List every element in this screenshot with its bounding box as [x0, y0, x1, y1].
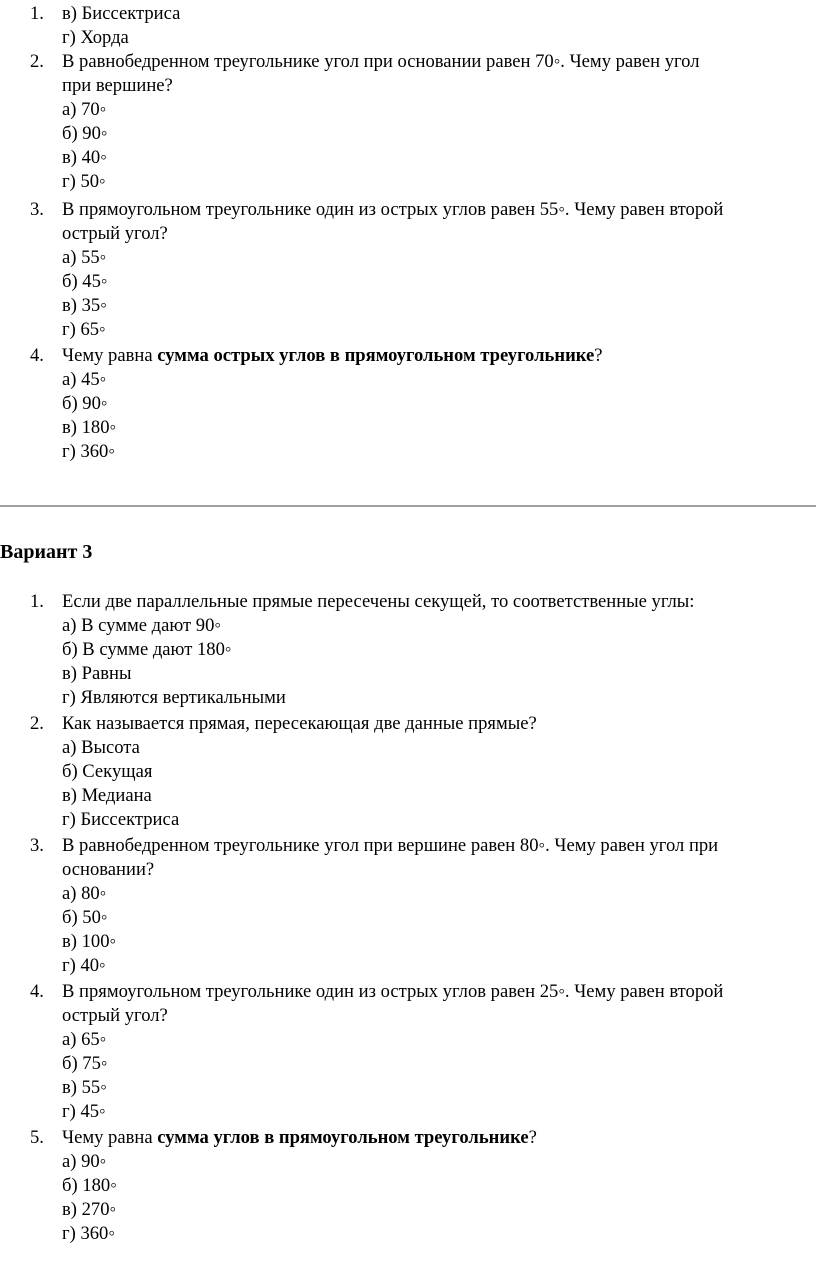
answer-option: в) Биссектриса [62, 3, 181, 24]
answer-option: а) 90◦ [62, 1151, 107, 1172]
answer-option: в) 55◦ [62, 1077, 107, 1098]
answer-option: в) 35◦ [62, 295, 107, 316]
answer-option: б) 45◦ [62, 271, 108, 292]
answer-option: г) Биссектриса [62, 809, 180, 830]
item-number: 3. [30, 199, 44, 220]
answer-option: г) 65◦ [62, 319, 106, 340]
question-text: В прямоугольном треугольнике один из острых углов равен 25◦. Чему равен второй [62, 981, 724, 1002]
item-number: 1. [30, 3, 44, 24]
question-prefix: Чему равна [62, 1127, 158, 1148]
question-text: В равнобедренном треугольнике угол при вершине равен 80◦. Чему равен угол при [62, 835, 719, 856]
answer-option: в) 40◦ [62, 147, 107, 168]
item-number: 3. [30, 835, 44, 856]
question-emphasis: сумма углов в прямоугольном треугольнике [157, 1127, 529, 1148]
answer-option: г) 360◦ [62, 441, 115, 462]
answer-option: в) 100◦ [62, 931, 117, 952]
item-number: 2. [30, 713, 44, 734]
answer-option: а) Высота [62, 737, 140, 758]
question-emphasis: сумма острых углов в прямоугольном треугольнике [157, 345, 595, 366]
question-text: Как называется прямая, пересекающая две данные прямые? [62, 713, 537, 734]
answer-option: г) 45◦ [62, 1101, 106, 1122]
answer-option: б) Секущая [62, 761, 153, 782]
answer-option: в) 180◦ [62, 417, 117, 438]
answer-option: б) 90◦ [62, 123, 108, 144]
question-text: В равнобедренном треугольнике угол при основании равен 70◦. Чему равен угол [62, 51, 700, 72]
answer-option: б) 50◦ [62, 907, 108, 928]
question-suffix: ? [528, 1127, 537, 1148]
question-text: В прямоугольном треугольнике один из острых углов равен 55◦. Чему равен второй [62, 199, 724, 220]
question-suffix: ? [594, 345, 603, 366]
answer-option: а) 70◦ [62, 99, 107, 120]
answer-option: в) Медиана [62, 785, 152, 806]
answer-option: а) 45◦ [62, 369, 107, 390]
question-prefix: Чему равна [62, 345, 158, 366]
variant-heading: Вариант 3 [0, 541, 93, 563]
question-text: при вершине? [62, 75, 173, 96]
answer-option: г) Являются вертикальными [62, 687, 286, 708]
answer-option: б) 180◦ [62, 1175, 117, 1196]
answer-option: г) 360◦ [62, 1223, 115, 1244]
answer-option: г) 40◦ [62, 955, 106, 976]
section-divider [0, 505, 816, 507]
item-number: 4. [30, 981, 44, 1002]
answer-option: а) 55◦ [62, 247, 107, 268]
question-text: острый угол? [62, 1005, 168, 1026]
answer-option: г) 50◦ [62, 171, 106, 192]
question-text: Если две параллельные прямые пересечены секущей, то соответственные углы: [62, 591, 695, 612]
answer-option: б) 75◦ [62, 1053, 108, 1074]
answer-option: в) Равны [62, 663, 132, 684]
answer-option: а) 80◦ [62, 883, 107, 904]
question-text: основании? [62, 859, 155, 880]
question-text: острый угол? [62, 223, 168, 244]
answer-option: г) Хорда [62, 27, 129, 48]
item-number: 5. [30, 1127, 44, 1148]
item-number: 1. [30, 591, 44, 612]
answer-option: а) 65◦ [62, 1029, 107, 1050]
item-number: 4. [30, 345, 44, 366]
answer-option: б) В сумме дают 180◦ [62, 639, 232, 660]
item-number: 2. [30, 51, 44, 72]
question-text [62, 345, 603, 367]
question-text [62, 1127, 537, 1149]
answer-option: б) 90◦ [62, 393, 108, 414]
answer-option: в) 270◦ [62, 1199, 117, 1220]
answer-option: а) В сумме дают 90◦ [62, 615, 221, 636]
